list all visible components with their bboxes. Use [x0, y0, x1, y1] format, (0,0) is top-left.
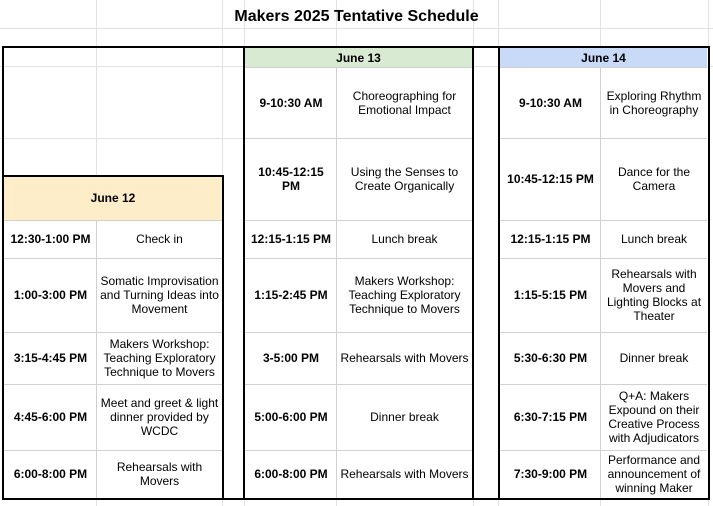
time-cell: 10:45-12:15 PM — [258, 165, 324, 193]
event-cell: Rehearsals with Movers — [340, 467, 469, 481]
time-cell: 6:00-8:00 PM — [254, 467, 328, 481]
event-cell: Rehearsals with Movers — [116, 460, 203, 488]
event-cell: Lunch break — [371, 232, 438, 246]
page-title: Makers 2025 Tentative Schedule — [234, 8, 479, 25]
time-cell: 9-10:30 AM — [259, 95, 323, 110]
event-cell: Dinner break — [370, 410, 439, 424]
time-cell: 5:00-6:00 PM — [254, 410, 328, 424]
time-cell: 1:00-3:00 PM — [13, 288, 88, 302]
time-cell: 1:15-2:45 PM — [254, 288, 328, 302]
day-header-june-13: June 13 — [245, 48, 472, 67]
event-cell: Meet and greet & light dinner provided by WCDC — [100, 396, 219, 438]
time-cell: 1:15-5:15 PM — [513, 288, 588, 302]
time-cell: 3-5:00 PM — [262, 351, 320, 365]
event-cell: Makers Workshop: Teaching Exploratory Technique to Movers — [348, 274, 461, 316]
event-cell: Performance and announcement of winning Maker — [607, 453, 701, 495]
event-cell: Dance for the Camera — [617, 165, 691, 193]
time-cell: 12:15-1:15 PM — [510, 232, 591, 246]
time-cell: 9-10:30 AM — [519, 95, 582, 110]
event-cell: Somatic Improvisation and Turning Ideas into Movement — [100, 274, 219, 316]
time-cell: 7:30-9:00 PM — [513, 467, 588, 481]
event-cell: Q+A: Makers Expound on their Creative Process with Adjudicators — [608, 389, 700, 445]
event-cell: Using the Senses to Create Organically — [350, 165, 459, 193]
time-cell: 6:30-7:15 PM — [513, 410, 588, 424]
event-cell: Rehearsals with Movers — [340, 351, 469, 365]
event-cell: Dinner break — [619, 351, 689, 365]
time-cell: 12:30-1:00 PM — [10, 232, 91, 246]
event-cell: Makers Workshop: Teaching Exploratory Technique to Movers — [103, 337, 216, 379]
event-cell: Exploring Rhythm in Choreography — [606, 88, 702, 117]
time-cell: 5:30-6:30 PM — [513, 351, 588, 365]
time-cell: 12:15-1:15 PM — [250, 232, 332, 246]
event-cell: Rehearsals with Movers and Lighting Blocks at Theater — [606, 267, 702, 323]
event-cell: Lunch break — [620, 232, 688, 246]
time-cell: 4:45-6:00 PM — [13, 410, 88, 424]
time-cell: 3:15-4:45 PM — [13, 351, 88, 365]
day-header-june-12: June 12 — [4, 176, 222, 220]
day-header-june-14: June 14 — [500, 48, 707, 67]
event-cell: Choreographing for Emotional Impact — [352, 88, 457, 117]
time-cell: 10:45-12:15 PM — [507, 172, 594, 186]
event-cell: Check in — [136, 232, 183, 246]
time-cell: 6:00-8:00 PM — [13, 467, 88, 481]
